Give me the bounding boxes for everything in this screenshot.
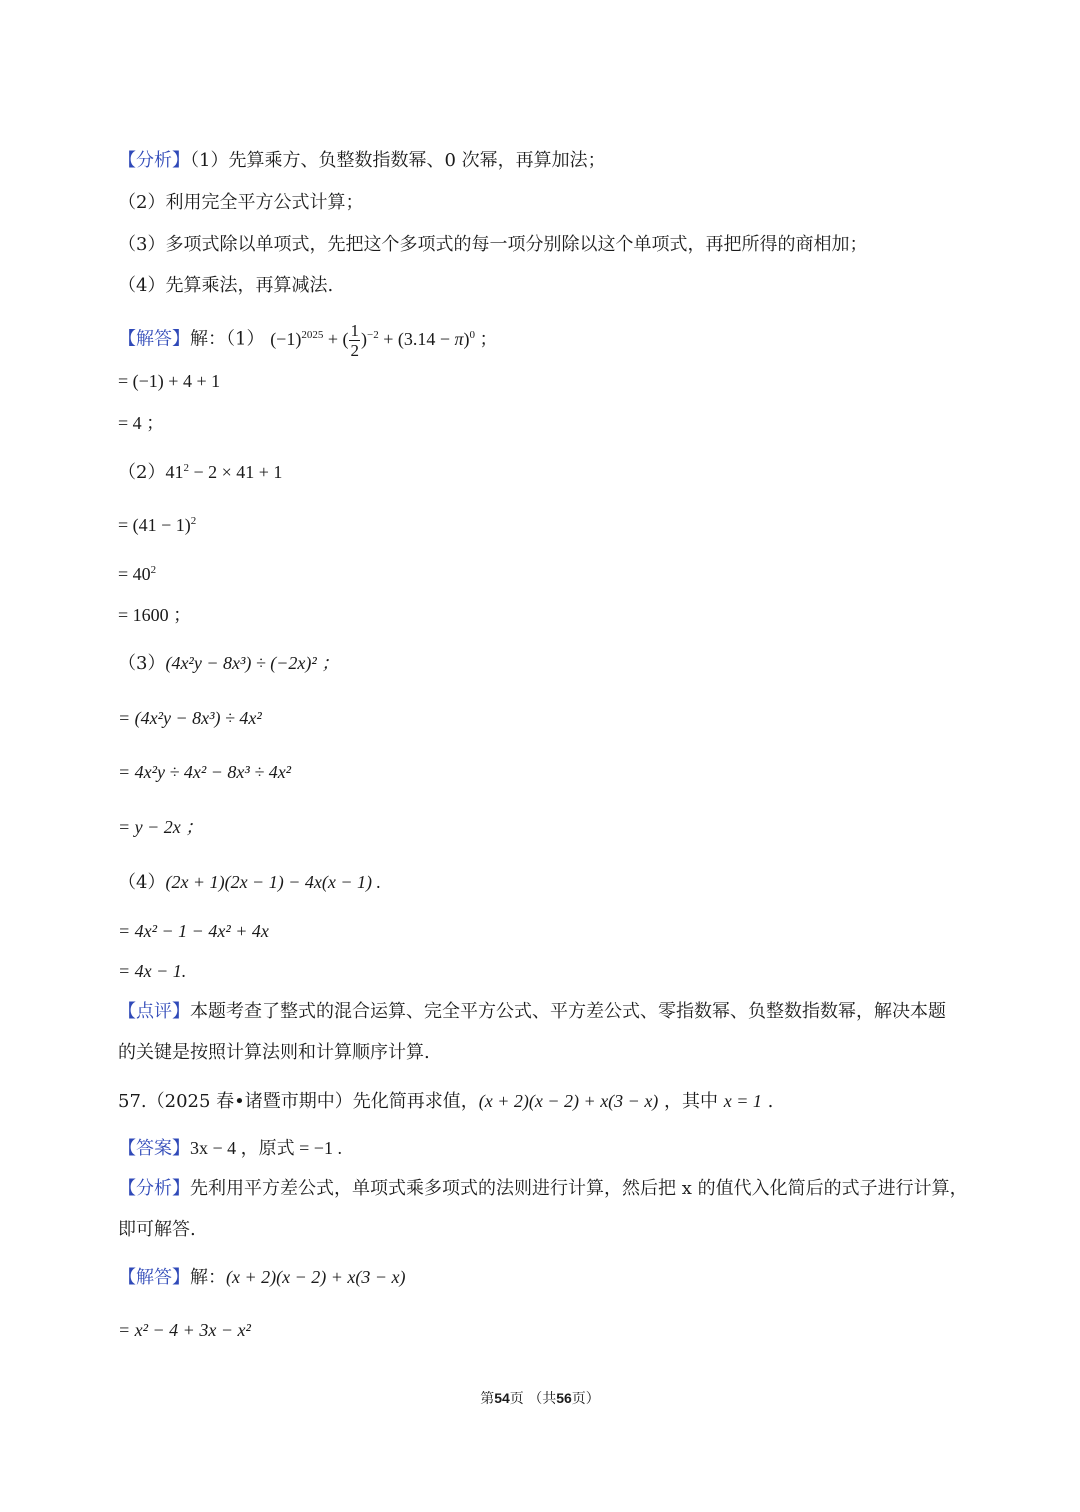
term: − 2 × 41 + 1 xyxy=(188,462,283,482)
answer-line xyxy=(118,1139,342,1158)
term-c: + (3.14 − xyxy=(378,328,455,349)
solution-part4-step1: = 4x² − 1 − 4x² + 4x xyxy=(118,921,269,941)
exponent: 2 xyxy=(150,564,157,576)
math-expression: (4x²y − 8x³) ÷ (−2x)² ； xyxy=(165,653,340,673)
question-number: 57. xyxy=(118,1091,147,1112)
term-c-close: ) xyxy=(463,328,470,349)
question-57 xyxy=(118,1092,773,1111)
answer-tag: 【答案】 xyxy=(118,1138,190,1159)
total-pages: 56 xyxy=(556,1390,572,1406)
analysis-text-1: （1）先算乘方、负整数指数幂、0 次幂，再算加法； xyxy=(190,150,606,171)
math-expression: (2x + 1)(2x − 1) − 4x(x − 1) . xyxy=(165,872,381,892)
footer-mid: 页 （共 xyxy=(509,1391,557,1407)
part3-prefix: （3） xyxy=(118,653,166,674)
q57-analysis-line-1 xyxy=(118,1180,968,1198)
math-expression xyxy=(165,462,282,482)
fraction-numerator: 1 xyxy=(350,321,359,340)
solution-expression: (x + 2)(x − 2) + x(3 − x) xyxy=(226,1267,406,1287)
analysis-text-1: 先利用平方差公式，单项式乘多项式的法则进行计算，然后把 x 的值代入化简后的式子进行计算， xyxy=(190,1178,968,1199)
review-tag: 【点评】 xyxy=(118,1001,190,1022)
question-expression: (x + 2)(x − 2) + x(3 − x) xyxy=(478,1091,659,1111)
q57-solution-step1: = x² − 4 + 3x − x² xyxy=(118,1320,251,1340)
page-footer xyxy=(0,1388,1080,1408)
part2-prefix: （2） xyxy=(118,462,166,483)
exponent: 0 xyxy=(469,328,476,341)
question-condition: x = 1 xyxy=(723,1091,762,1111)
part4-prefix: （4） xyxy=(118,872,166,893)
analysis-tag: 【分析】 xyxy=(118,150,190,171)
exponent: −2 xyxy=(366,328,379,341)
review-line-1 xyxy=(118,1003,946,1021)
math-expression xyxy=(270,321,498,360)
q57-analysis-line-2: 即可解答. xyxy=(118,1219,196,1240)
step-text: = 40 xyxy=(118,564,151,584)
question-stem: 先化简再求值， xyxy=(352,1091,479,1112)
term-a: (−1) xyxy=(270,328,302,349)
question-source: （2025 春•诸暨市期中） xyxy=(146,1091,353,1112)
question-end: . xyxy=(761,1091,774,1112)
review-text-1: 本题考查了整式的混合运算、完全平方公式、平方差公式、零指数幂、负整数指数幂，解决本题 xyxy=(190,1001,946,1022)
solution-part1 xyxy=(118,322,498,359)
solution-part3 xyxy=(118,654,339,673)
fraction xyxy=(349,322,360,359)
solution-part4 xyxy=(118,873,381,892)
term-b-close: ) xyxy=(360,328,367,349)
footer-post: 页） xyxy=(571,1391,600,1407)
q57-solution xyxy=(118,1268,406,1287)
exponent: 2 xyxy=(183,462,189,474)
solution-tag: 【解答】 xyxy=(118,328,190,350)
term-end: ； xyxy=(475,328,498,349)
solution-part1-step2: = 4 ； xyxy=(118,413,165,433)
exponent: 2025 xyxy=(301,328,324,341)
analysis-line-3: （3）多项式除以单项式，先把这个多项式的每一项分别除以这个单项式，再把所得的商相加； xyxy=(118,234,868,255)
exponent: 2 xyxy=(190,515,197,527)
step-text: = (41 − 1) xyxy=(118,515,191,535)
solution-part2-step3: = 1600 ； xyxy=(118,605,192,625)
footer-pre: 第 xyxy=(480,1391,495,1407)
analysis-tag: 【分析】 xyxy=(118,1178,190,1199)
solution-part3-step3: = y − 2x ； xyxy=(118,817,204,837)
solution-prefix: 解： xyxy=(190,1267,226,1288)
page-number: 54 xyxy=(494,1390,510,1406)
analysis-line-1 xyxy=(118,152,606,170)
solution-part2-step2 xyxy=(118,565,156,583)
solution-part3-step2: = 4x²y ÷ 4x² − 8x³ ÷ 4x² xyxy=(118,762,292,782)
question-condition-prefix: ，其中 xyxy=(658,1091,724,1112)
review-line-2: 的关键是按照计算法则和计算顺序计算. xyxy=(118,1042,430,1063)
answer-text: 3x − 4 ，原式 = −1 . xyxy=(190,1138,342,1158)
term-b-open: + ( xyxy=(323,328,349,349)
analysis-line-4: （4）先算乘法，再算减法. xyxy=(118,275,334,296)
term: 41 xyxy=(165,462,184,482)
solution-part2 xyxy=(118,463,282,482)
pi-symbol: π xyxy=(454,328,464,349)
solution-part4-step2: = 4x − 1. xyxy=(118,961,187,981)
solution-part1-step1: = (−1) + 4 + 1 xyxy=(118,371,221,391)
fraction-denominator: 2 xyxy=(350,341,359,360)
solution-part3-step1: = (4x²y − 8x³) ÷ 4x² xyxy=(118,708,262,728)
analysis-line-2: （2）利用完全平方公式计算； xyxy=(118,192,364,213)
solution-part2-step1 xyxy=(118,516,196,534)
solution-prefix: 解：（1） xyxy=(190,328,265,350)
solution-tag: 【解答】 xyxy=(118,1267,190,1288)
